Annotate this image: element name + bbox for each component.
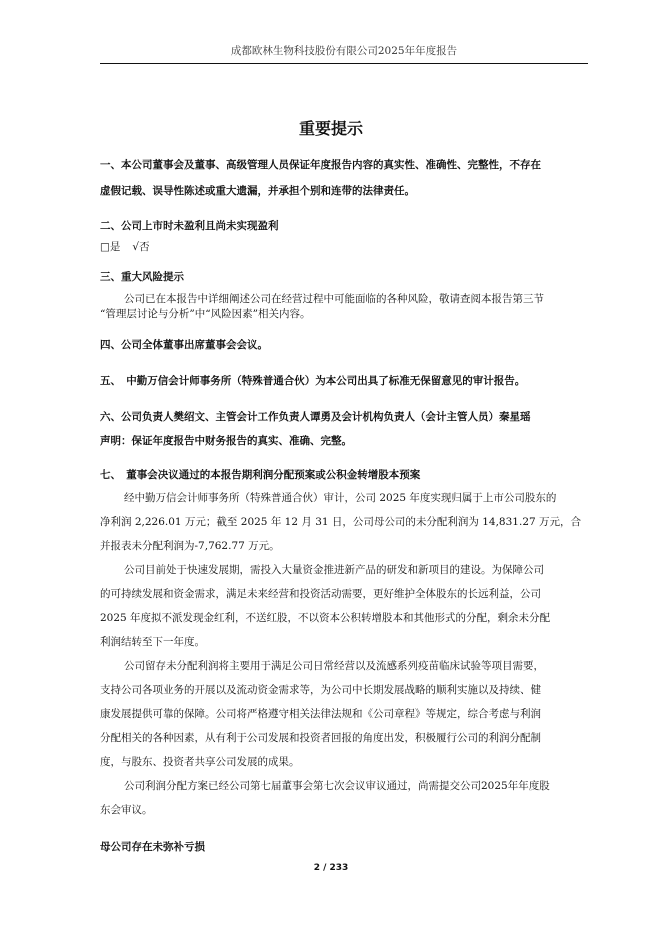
option-yes: □是 <box>100 241 121 253</box>
section-7-p1-line-1: 经中勤万信会计师事务所（特殊普通合伙）审计，公司 2025 年度实现归属于上市公司股东的 <box>124 492 557 504</box>
profit-options <box>100 235 588 259</box>
section-3-line-2: “管理层讨论与分析”中“风险因素”相关内容。 <box>100 308 311 320</box>
section-7-p2-line-1: 公司目前处于快速发展期，需投入大量资金推进新产品的研发和新项目的建设。为保障公司 <box>124 564 544 576</box>
section-3-heading: 三、重大风险提示 <box>100 271 184 283</box>
section-7-p1-line-3: 并报表未分配利润为-7,762.77 万元。 <box>100 540 280 552</box>
section-6-line-1: 六、公司负责人樊绍文、主管会计工作负责人谭勇及会计机构负责人（会计主管人员）秦星瑶 <box>100 411 531 423</box>
section-7-p3-line-3: 康发展提供可靠的保障。公司将严格遵守相关法律法规和《公司章程》等规定，综合考虑与利润 <box>100 708 541 720</box>
section-7-p3-line-2: 支持公司各项业务的开展以及流动资金需求等，为公司中长期发展战略的顺利实施以及持续、健 <box>100 684 541 696</box>
section-7-p2-line-4: 利润结转至下一年度。 <box>100 636 205 648</box>
section-7-p2-line-3: 2025 年度拟不派发现金红利，不送红股，不以资本公积转增股本和其他形式的分配，剩余未分配 <box>100 612 551 624</box>
section-7-p3-line-1: 公司留存未分配利润将主要用于满足公司日常经营以及流感系列疫苗临床试验等项目需要， <box>124 660 544 672</box>
section-2-heading: 二、公司上市时未盈利且尚未实现盈利 <box>100 220 279 232</box>
section-1-line-1: 一、本公司董事会及董事、高级管理人员保证年度报告内容的真实性、准确性、完整性，不存在 <box>100 159 541 171</box>
section-7-p1-line-2: 净利润 2,226.01 万元；截至 2025 年 12 月 31 日，公司母公司的未分配利润为 14,831.27 万元，合 <box>100 516 582 528</box>
page-title: 重要提示 <box>298 119 363 138</box>
section-4-heading: 四、公司全体董事出席董事会会议。 <box>100 339 268 351</box>
section-7-p3-line-5: 度，与股东、投资者共享公司发展的成果。 <box>100 756 300 768</box>
running-header: 成都欧林生物科技股份有限公司2025年年度报告 <box>230 45 458 57</box>
section-8-heading: 母公司存在未弥补亏损 <box>100 841 205 853</box>
section-7-p4-line-1: 公司利润分配方案已经公司第七届董事会第七次会议审议通过，尚需提交公司2025年年度股 <box>124 780 550 792</box>
section-1-line-2: 虚假记载、误导性陈述或重大遗漏，并承担个别和连带的法律责任。 <box>100 185 415 197</box>
section-5-heading: 五、 中勤万信会计师事务所（特殊普通合伙）为本公司出具了标准无保留意见的审计报告。 <box>100 375 526 387</box>
section-3-line-1: 公司已在本报告中详细阐述公司在经营过程中可能面临的各种风险，敬请查阅本报告第三节 <box>124 293 544 305</box>
header-divider <box>100 63 588 64</box>
section-7-p4-line-2: 东会审议。 <box>100 804 153 816</box>
section-7-p2-line-2: 的可持续发展和资金需求，满足未来经营和投资活动需要，更好维护全体股东的长远利益，公司 <box>100 588 541 600</box>
page-number: 2 / 233 <box>313 863 349 873</box>
section-6-line-2: 声明：保证年度报告中财务报告的真实、准确、完整。 <box>100 435 352 447</box>
section-7-p3-line-4: 分配相关的各种因素，从有利于公司发展和投资者回报的角度出发，积极履行公司的利润分配制 <box>100 732 541 744</box>
option-no: √否 <box>132 241 150 253</box>
section-7-heading: 七、 董事会决议通过的本报告期利润分配预案或公积金转增股本预案 <box>100 469 421 481</box>
